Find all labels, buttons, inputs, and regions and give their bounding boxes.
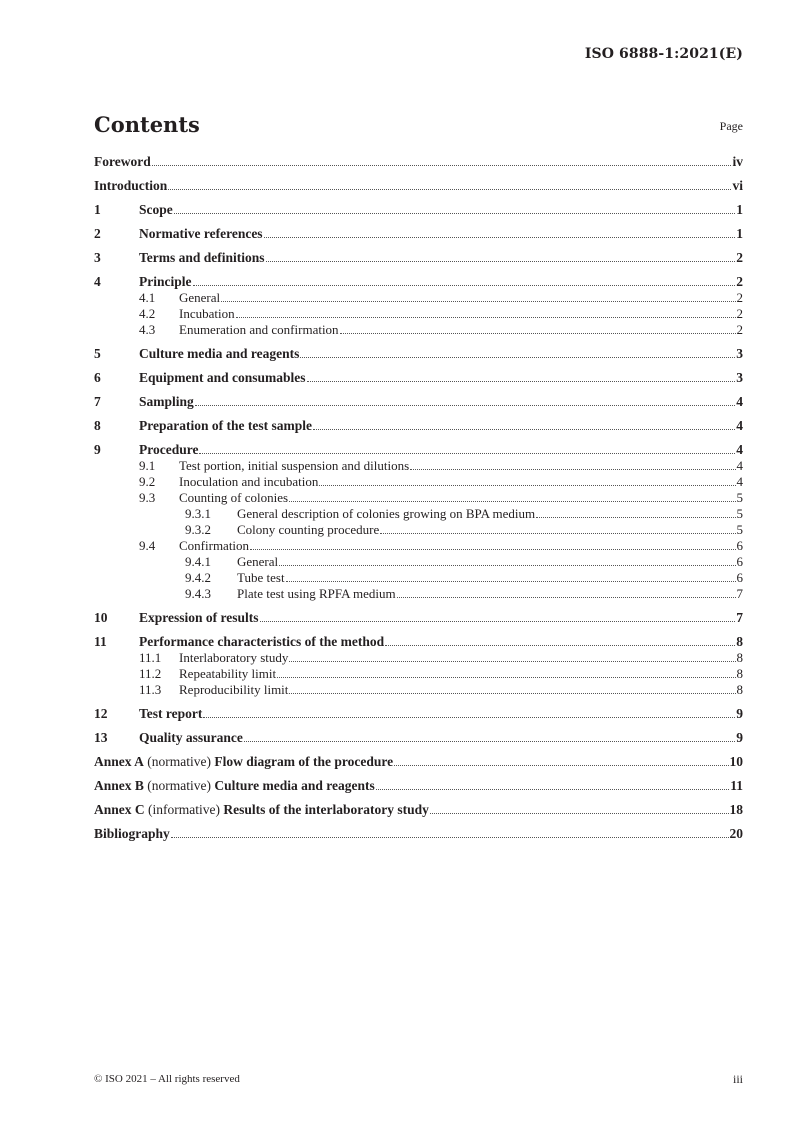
dot-leader [536,516,735,518]
toc-entry-page: 5 [736,490,743,505]
toc-entry-number: 11.3 [139,682,162,697]
toc-entry-title: Inoculation and incubation [179,474,319,489]
toc-entry[interactable] [94,442,743,458]
dot-leader [289,660,735,662]
table-of-contents [94,154,743,842]
toc-entry[interactable] [94,538,743,554]
page-column-label: Page [719,119,743,133]
toc-entry-number: 9.4.2 [185,570,211,585]
toc-entry-title: Expression of results [139,610,259,625]
toc-entry-number: 9.4.3 [185,586,211,601]
toc-entry-page: 1 [736,202,743,217]
dot-leader [152,164,732,166]
toc-entry-page: 7 [736,586,743,601]
dot-leader [193,284,736,286]
dot-leader [174,212,736,214]
toc-entry[interactable] [94,490,743,506]
dot-leader [289,500,735,502]
dot-leader [277,676,735,678]
toc-entry-title: Normative references [139,226,263,241]
toc-entry-title: Interlaboratory study [179,650,289,665]
dot-leader [171,836,729,838]
dot-leader [195,404,735,406]
toc-entry-title: Quality assurance [139,730,243,745]
toc-entry-number: 9.4 [139,538,156,553]
dot-leader [394,764,728,766]
toc-entry-page: 6 [736,570,743,585]
toc-entry[interactable] [94,522,743,538]
toc-entry[interactable] [94,290,743,306]
toc-entry-number: 4 [94,274,101,289]
annex-qualifier: (normative) [143,778,215,793]
toc-entry-page: 8 [736,682,743,697]
toc-entry[interactable] [94,474,743,490]
toc-entry-page: 5 [736,506,743,521]
toc-entry-page: 2 [736,250,743,265]
toc-entry-number: 13 [94,730,108,745]
toc-entry-page: 2 [736,290,743,305]
toc-entry-title: Repeatability limit [179,666,277,681]
annex-title: Flow diagram of the procedure [214,754,394,769]
toc-entry[interactable] [94,634,743,650]
dot-leader [168,188,731,190]
toc-entry-title: Tube test [237,570,285,585]
dot-leader [376,788,729,790]
toc-entry-title: Test report [139,706,203,721]
dot-leader [410,468,735,470]
toc-entry[interactable] [94,322,743,338]
toc-entry[interactable] [94,610,743,626]
toc-entry-page: 18 [729,802,743,817]
dot-leader [300,356,735,358]
toc-entry-page: 1 [736,226,743,241]
toc-entry-number: 11.1 [139,650,162,665]
toc-entry-number: 7 [94,394,101,409]
toc-entry-title [94,754,393,770]
toc-entry-title: Incubation [179,306,235,321]
toc-entry-title: Foreword [94,154,151,169]
dot-leader [264,236,736,238]
toc-entry[interactable] [94,586,743,602]
contents-title: Contents [94,112,200,137]
toc-entry[interactable] [94,154,743,170]
toc-entry-page: 8 [736,666,743,681]
dot-leader [199,452,735,454]
toc-entry-page: 4 [736,474,743,489]
dot-leader [380,532,735,534]
toc-entry-number: 5 [94,346,101,361]
toc-entry[interactable] [94,706,743,722]
toc-entry-page: 3 [736,346,743,361]
dot-leader [319,484,735,486]
toc-entry[interactable] [94,274,743,290]
toc-entry[interactable] [94,178,743,194]
toc-entry-title: General [179,290,221,305]
toc-entry-page: 5 [736,522,743,537]
toc-entry[interactable] [94,554,743,570]
toc-entry[interactable] [94,306,743,322]
toc-entry-page: vi [732,178,743,193]
dot-leader [286,580,736,582]
toc-entry[interactable] [94,506,743,522]
toc-entry-title: Introduction [94,178,168,193]
toc-entry-page: 9 [736,730,743,745]
toc-entry-page: 8 [736,650,743,665]
toc-entry-number: 4.2 [139,306,156,321]
toc-entry-number: 9.4.1 [185,554,211,569]
toc-entry-page: 9 [736,706,743,721]
toc-entry-page: 7 [736,610,743,625]
toc-entry-page: iv [732,154,743,169]
toc-entry-page: 4 [736,394,743,409]
dot-leader [340,332,736,334]
toc-entry[interactable] [94,370,743,386]
toc-entry-title: Procedure [139,442,199,457]
annex-label: Annex A [94,754,144,769]
dot-leader [313,428,735,430]
toc-entry[interactable] [94,754,743,770]
toc-entry-number: 1 [94,202,101,217]
toc-entry-page: 4 [736,442,743,457]
toc-entry-number: 9.1 [139,458,156,473]
toc-entry-number: 12 [94,706,108,721]
dot-leader [397,596,736,598]
dot-leader [385,644,735,646]
toc-entry-title: Sampling [139,394,194,409]
annex-label: Annex B [94,778,144,793]
toc-entry[interactable] [94,682,743,698]
dot-leader [307,380,736,382]
toc-entry-page: 8 [736,634,743,649]
toc-entry-title: Reproducibility limit [179,682,289,697]
toc-entry-title: Terms and definitions [139,250,265,265]
dot-leader [236,316,736,318]
toc-entry[interactable] [94,458,743,474]
dot-leader [430,812,729,814]
toc-entry-page: 10 [729,754,743,769]
toc-entry-number: 4.1 [139,290,156,305]
toc-entry-title [94,802,429,818]
toc-entry-title: Scope [139,202,173,217]
toc-entry-number: 9.3 [139,490,156,505]
toc-entry[interactable] [94,394,743,410]
toc-entry[interactable] [94,650,743,666]
page-number: iii [732,1072,743,1086]
toc-entry[interactable] [94,730,743,746]
toc-entry-number: 11.2 [139,666,162,681]
toc-entry[interactable] [94,202,743,218]
toc-entry[interactable] [94,250,743,266]
toc-entry-number: 9.2 [139,474,156,489]
toc-entry-title: Colony counting procedure [237,522,380,537]
toc-entry-page: 3 [736,370,743,385]
toc-entry-title: Performance characteristics of the method [139,634,385,649]
toc-entry-number: 8 [94,418,101,433]
toc-entry[interactable] [94,826,743,842]
toc-entry-page: 20 [729,826,743,841]
toc-entry-number: 9.3.2 [185,522,211,537]
toc-entry[interactable] [94,418,743,434]
toc-entry-number: 6 [94,370,101,385]
toc-entry-title: General [237,554,279,569]
toc-entry-page: 4 [736,458,743,473]
toc-entry-number: 9 [94,442,101,457]
dot-leader [266,260,736,262]
toc-entry-title: Principle [139,274,192,289]
toc-entry-title: Plate test using RPFA medium [237,586,396,601]
annex-title: Results of the interlaboratory study [223,802,429,817]
toc-entry-page: 2 [736,306,743,321]
dot-leader [244,740,735,742]
annex-title: Culture media and reagents [214,778,375,793]
dot-leader [279,564,735,566]
toc-entry-page: 4 [736,418,743,433]
toc-entry-title: General description of colonies growing on BPA medium [237,506,536,521]
dot-leader [203,716,735,718]
toc-entry-title: Preparation of the test sample [139,418,312,433]
toc-entry-number: 3 [94,250,101,265]
dot-leader [260,620,736,622]
dot-leader [221,300,735,302]
toc-entry-number: 9.3.1 [185,506,211,521]
toc-entry[interactable] [94,666,743,682]
toc-entry-title: Test portion, initial suspension and dilutions [179,458,410,473]
document-id: ISO 6888-1:2021(E) [584,46,743,62]
toc-entry-title: Confirmation [179,538,250,553]
toc-entry-title [94,778,375,794]
toc-entry-number: 4.3 [139,322,156,337]
toc-entry-number: 10 [94,610,108,625]
toc-entry-page: 2 [736,274,743,289]
toc-entry[interactable] [94,778,743,794]
annex-qualifier: (normative) [143,754,215,769]
toc-entry-title: Culture media and reagents [139,346,300,361]
toc-entry-number: 11 [94,634,107,649]
toc-entry-title: Counting of colonies [179,490,289,505]
toc-entry-page: 6 [736,538,743,553]
annex-qualifier: (informative) [144,802,224,817]
copyright-notice: © ISO 2021 – All rights reserved [94,1073,240,1085]
toc-entry[interactable] [94,226,743,242]
toc-entry-number: 2 [94,226,101,241]
toc-entry-title: Bibliography [94,826,170,841]
toc-entry[interactable] [94,346,743,362]
toc-entry[interactable] [94,570,743,586]
toc-entry-title: Enumeration and confirmation [179,322,339,337]
toc-entry-page: 11 [730,778,743,793]
toc-entry-page: 2 [736,322,743,337]
dot-leader [289,692,735,694]
toc-entry-page: 6 [736,554,743,569]
annex-label: Annex C [94,802,145,817]
dot-leader [250,548,735,550]
toc-entry-title: Equipment and consumables [139,370,306,385]
toc-entry[interactable] [94,802,743,818]
